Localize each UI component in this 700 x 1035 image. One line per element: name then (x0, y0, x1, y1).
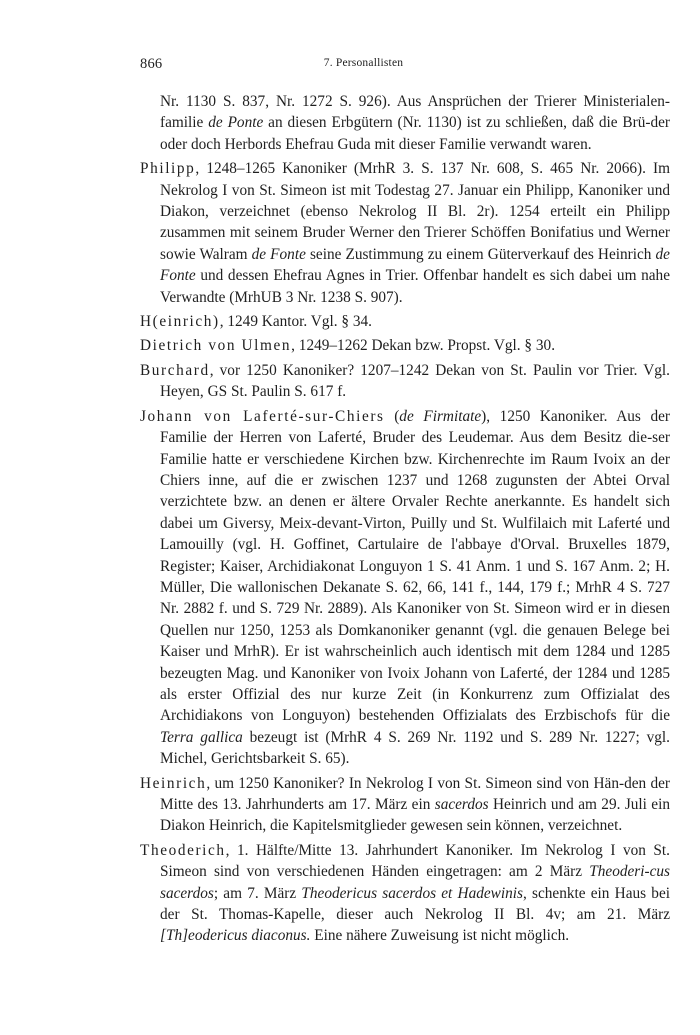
latin-term: de Fonte (251, 245, 306, 263)
entry-text: , 1248–1265 Kanoniker (MrhR 3. S. 137 Nr. 608, S. 465 Nr. 2066). Im Nekrolog I von St. Simeon ist mit Todestag 27. Januar ein Philipp, Kanoniker und Diakon, verzeichnet (ebenso Nekrolog II Bl. 2r). 1254 erteilt ein Philipp zusammen mit seinem Bruder Werner den Trierer Schöffen Bonifatius und Werner sowie Walram (160, 160, 670, 263)
entry-text: seine Zustimmung zu einem Güterverkauf des Heinrich (305, 245, 656, 263)
entry-name: Theoderich (140, 841, 226, 859)
entry-text: ), 1250 Kanoniker. Aus der Familie der Herren von Laferté, Bruder des Leudemar. Aus dem Besitz die-ser Familie hatte er verschiedene Kirchen bzw. Kirchenrechte im Raum Ivoix an der Chiers inne, auf die er zwischen 1237 und 1268 zugunsten der Abtei Orval verzichtete bzw. an denen er ältere Orvaler Rechte anerkannte. Es handelt sich dabei um Giversy, Meix-devant-Virton, Puilly und St. Wulfilaich mit Laferté und Lamouilly (vgl. H. Goffinet, Cartulaire de l'abbaye d'Orval. Bruxelles 1879, Register; Kaiser, Archidiakonat Longuyon 1 S. 41 Anm. 1 und S. 167 Anm. 2; H. Müller, Die wallonischen Dekanate S. 62, 66, 141 f., 144, 179 f.; MrhR 4 S. 727 Nr. 2882 f. und S. 729 Nr. 2889). Als Kanoniker von St. Simeon wird er in diesen Quellen nur 1250, 1253 als Domkanoniker genannt (vgl. die genauen Belege bei Kaiser und MrhR). Er ist wahrscheinlich auch identisch mit dem 1284 und 1285 bezeugten Mag. und Kanoniker von Ivoix Johann von Laferté, der 1284 und 1285 als erster Offizial des nur kurze Zeit (in Konkurrenz zum Offizialat des Archidiakons von Longuyon) bestehenden Offizialats des Erzbischofs für die (160, 407, 670, 725)
latin-term: sacerdos (434, 796, 489, 813)
entry-name: Philipp (140, 160, 196, 178)
register-entry (140, 335, 670, 356)
register-entry (140, 158, 670, 308)
entry-text: ; am 7. März (213, 884, 302, 902)
entry-text: , schenkte ein Haus bei der St. Thomas-Kapelle, dieser auch Nekrolog II Bl. 4v; am 21. März (160, 884, 670, 924)
register-entry (140, 311, 670, 332)
entry-name: Johann von Laferté-sur-Chiers (140, 407, 385, 425)
entry-name: Burchard (140, 361, 210, 379)
latin-term: de Fonte (160, 245, 670, 285)
register-entry (140, 840, 670, 947)
entry-text: ( (384, 407, 400, 425)
entry-text: an diesen Erbgütern (Nr. 1130) ist zu schließen, daß die Brü-der oder doch Herbords Ehefrau Guda mit dieser Familie verwandt waren. (160, 114, 670, 153)
entry-text: Eine nähere Zuweisung ist nicht möglich. (310, 927, 570, 945)
entry-name: H(einrich) (140, 313, 220, 331)
entry-list (140, 91, 670, 950)
latin-term: Terra gallica (160, 728, 243, 746)
page-header (140, 56, 587, 76)
entry-text: , vor 1250 Kanoniker? 1207–1242 Dekan von St. Paulin vor Trier. Vgl. Heyen, GS St. Paulin S. 617 f. (160, 361, 670, 401)
entry-text: , 1249–1262 Dekan bzw. Propst. Vgl. § 30. (291, 337, 556, 355)
entry-text: Nr. 1130 S. 837, Nr. 1272 S. 926). Aus Ansprüchen der Trierer Ministerialen-familie (160, 93, 670, 132)
entry-text: und dessen Ehefrau Agnes in Trier. Offenbar handelt es sich dabei um nahe Verwandte (MrhUB 3 Nr. 1238 S. 907). (160, 267, 670, 306)
register-entry (140, 773, 670, 837)
entry-text: bezeugt ist (MrhR 4 S. 269 Nr. 1192 und S. 289 Nr. 1227; vgl. Michel, Gerichtsbarkeit S. 65). (160, 728, 671, 768)
entry-name: Dietrich von Ulmen (140, 337, 292, 355)
latin-term: de Firmitate (399, 407, 482, 425)
entry-text: , 1249 Kantor. Vgl. § 34. (219, 313, 372, 331)
entry-text: Heinrich und am 29. Juli ein Diakon Heinrich, die Kapitelsmitglieder gewesen sein können, verzeichnet. (160, 796, 670, 835)
latin-term: Theoderi-cus sacerdos (160, 863, 670, 902)
page-number: 866 (140, 56, 163, 72)
running-title: 7. Personallisten (323, 57, 404, 69)
entry-continuation (140, 91, 670, 155)
latin-term: [Th]eodericus diaconus. (160, 927, 311, 945)
register-entry (140, 360, 670, 403)
latin-term: Theodericus sacerdos et Hadewinis (301, 884, 523, 902)
latin-term: de Ponte (208, 114, 264, 132)
entry-text: , um 1250 Kanoniker? In Nekrolog I von St. Simeon sind von Hän-den der Mitte des 13. Jahrhunderts am 17. März ein (160, 774, 670, 813)
register-entry (140, 406, 670, 770)
entry-name: Heinrich (140, 774, 207, 792)
entry-text: , 1. Hälfte/Mitte 13. Jahrhundert Kanoniker. Im Nekrolog I von St. Simeon sind von verschiedenen Händen eingetragen: am 2 März (160, 841, 670, 881)
